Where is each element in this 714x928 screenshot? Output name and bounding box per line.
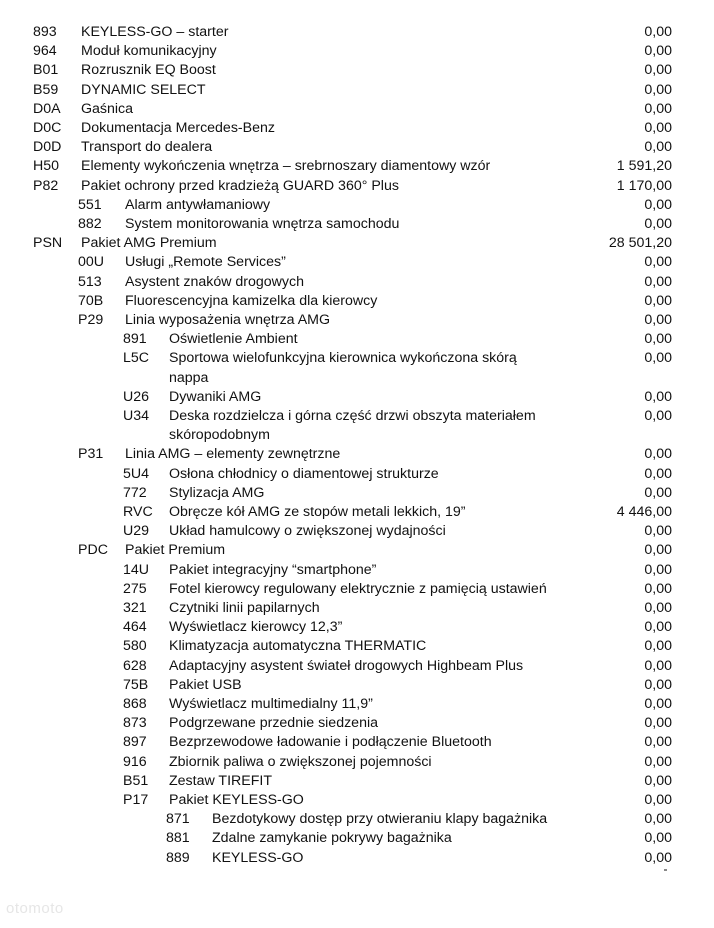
option-price: 28 501,20 [608, 235, 672, 252]
option-row [0, 81, 714, 100]
option-row [0, 388, 714, 407]
option-description: Dokumentacja Mercedes-Benz [81, 120, 275, 136]
option-price: 0,00 [644, 350, 672, 367]
option-code: 70B [78, 292, 104, 309]
option-row [0, 561, 714, 580]
option-code: 881 [166, 830, 190, 847]
option-row [0, 311, 714, 330]
option-row [0, 618, 714, 637]
option-row [0, 349, 714, 387]
option-price: 0,00 [644, 273, 672, 290]
option-price: 0,00 [644, 254, 672, 271]
option-row [0, 791, 714, 810]
option-code: 00U [78, 254, 105, 271]
option-row [0, 637, 714, 656]
option-price: 0,00 [644, 465, 672, 482]
option-code: 628 [123, 657, 147, 674]
option-code: 964 [33, 43, 57, 60]
option-price: 0,00 [644, 734, 672, 751]
option-description: Obręcze kół AMG ze stopów metali lekkich, 19” [169, 504, 466, 520]
option-row [0, 330, 714, 349]
option-price: 0,00 [644, 772, 672, 789]
option-price: 0,00 [644, 100, 672, 117]
option-row [0, 119, 714, 138]
option-price: 0,00 [644, 676, 672, 693]
option-code: RVC [123, 504, 153, 520]
option-code: D0C [33, 120, 62, 136]
option-code: 551 [78, 196, 102, 213]
option-description: Pakiet ochrony przed kradzieżą GUARD 360° Plus [81, 177, 399, 194]
option-price: 0,00 [644, 715, 672, 732]
option-row [0, 484, 714, 503]
option-price: 0,00 [644, 388, 672, 405]
option-description: Linia AMG – elementy zewnętrzne [125, 446, 341, 463]
option-description: Sportowa wielofunkcyjna kierownica wykończona skórą nappa [169, 350, 517, 386]
option-code: 580 [123, 638, 147, 655]
option-code: 464 [123, 619, 147, 636]
option-code: 897 [123, 734, 147, 751]
option-description: Czytniki linii papilarnych [169, 600, 320, 616]
option-row [0, 753, 714, 772]
option-row [0, 599, 714, 618]
option-description: KEYLESS-GO [212, 849, 304, 866]
option-row [0, 541, 714, 560]
option-row [0, 772, 714, 791]
option-description: Deska rozdzielcza i górna część drzwi obszyta materiałem skóropodobnym [169, 408, 536, 444]
option-row [0, 61, 714, 80]
option-description: Adaptacyjny asystent świateł drogowych Highbeam Plus [169, 657, 524, 674]
option-row [0, 407, 714, 445]
option-row [0, 42, 714, 61]
option-price: 0,00 [644, 408, 672, 424]
option-code: 889 [166, 849, 190, 866]
option-description: Usługi „Remote Services” [125, 254, 286, 271]
option-description: Transport do dealera [81, 139, 213, 156]
option-code: 75B [123, 676, 149, 693]
option-code: 893 [33, 24, 57, 40]
option-description: Asystent znaków drogowych [125, 273, 305, 290]
option-row [0, 580, 714, 599]
option-code: 916 [123, 753, 147, 770]
option-price: 0,00 [644, 331, 672, 348]
option-row [0, 810, 714, 829]
option-description: Zestaw TIREFIT [169, 772, 273, 789]
option-price: 0,00 [644, 561, 672, 578]
option-code: 275 [123, 580, 147, 597]
option-row [0, 177, 714, 196]
option-price: 0,00 [644, 753, 672, 770]
option-price: 0,00 [644, 24, 672, 40]
option-price: 0,00 [644, 542, 672, 559]
option-row [0, 503, 714, 522]
page-mark [664, 869, 667, 871]
option-price: 0,00 [644, 849, 672, 866]
option-row [0, 23, 714, 42]
option-code: P31 [78, 446, 104, 463]
option-price: 0,00 [644, 657, 672, 674]
option-code: H50 [33, 158, 60, 175]
option-description: Bezdotykowy dostęp przy otwieraniu klapy bagażnika [212, 811, 548, 828]
option-row [0, 445, 714, 464]
option-code: 5U4 [123, 465, 150, 482]
option-code: 868 [123, 696, 147, 712]
option-description: Pakiet AMG Premium [81, 235, 217, 252]
option-code: B59 [33, 81, 59, 98]
option-row [0, 215, 714, 234]
option-code: 871 [166, 811, 190, 828]
option-price: 0,00 [644, 580, 672, 597]
option-description: Wyświetlacz multimedialny 11,9” [169, 696, 373, 712]
option-price: 0,00 [644, 484, 672, 501]
option-price: 0,00 [644, 62, 672, 79]
option-code: U29 [123, 523, 150, 540]
option-description: Pakiet integracyjny “smartphone” [169, 561, 377, 578]
option-description: Pakiet Premium [125, 542, 226, 559]
option-description: Alarm antywłamaniowy [125, 196, 271, 213]
option-code: 891 [123, 331, 147, 348]
option-code: B51 [123, 772, 149, 789]
option-code: L5C [123, 350, 150, 367]
option-description: Klimatyzacja automatyczna THERMATIC [169, 638, 427, 655]
option-code: 873 [123, 715, 147, 732]
option-description: Podgrzewane przednie siedzenia [169, 715, 379, 732]
option-description: Pakiet USB [169, 676, 242, 693]
option-row [0, 657, 714, 676]
option-price: 0,00 [644, 196, 672, 213]
option-price: 0,00 [644, 446, 672, 463]
option-description: Linia wyposażenia wnętrza AMG [125, 312, 331, 328]
option-code: 513 [78, 273, 102, 290]
option-row [0, 234, 714, 253]
option-price: 1 591,20 [616, 158, 672, 175]
option-row [0, 157, 714, 176]
option-price: 0,00 [644, 696, 672, 712]
option-price: 0,00 [644, 216, 672, 232]
option-description: Układ hamulcowy o zwiększonej wydajności [169, 523, 446, 540]
option-price: 0,00 [644, 619, 672, 636]
option-code: U34 [123, 408, 150, 424]
option-row [0, 714, 714, 733]
option-description: Moduł komunikacyjny [81, 43, 217, 60]
option-description: Fluorescencyjna kamizelka dla kierowcy [125, 292, 378, 309]
option-price: 4 446,00 [616, 504, 672, 520]
option-description: Fotel kierowcy regulowany elektrycznie z pamięcią ustawień [169, 580, 547, 597]
option-code: U26 [123, 388, 150, 405]
option-code: B01 [33, 62, 59, 79]
option-price: 0,00 [644, 139, 672, 156]
option-row [0, 273, 714, 292]
option-description: Bezprzewodowe ładowanie i podłączenie Bluetooth [169, 734, 492, 751]
option-price: 1 170,00 [616, 177, 672, 194]
option-description: Gaśnica [81, 100, 134, 117]
option-row [0, 849, 714, 868]
option-row [0, 522, 714, 541]
option-code: 772 [123, 484, 147, 501]
option-price: 0,00 [644, 523, 672, 540]
option-code: P82 [33, 177, 59, 194]
option-description: Pakiet KEYLESS-GO [169, 792, 304, 808]
option-description: Elementy wykończenia wnętrza – srebrnoszary diamentowy wzór [81, 158, 491, 175]
option-code: PSN [33, 235, 63, 252]
option-price: 0,00 [644, 312, 672, 328]
option-row [0, 196, 714, 215]
option-row [0, 292, 714, 311]
option-price: 0,00 [644, 81, 672, 98]
option-description: Zdalne zamykanie pokrywy bagażnika [212, 830, 452, 847]
option-code: 321 [123, 600, 147, 616]
option-code: P29 [78, 312, 104, 328]
option-description: KEYLESS-GO – starter [81, 24, 229, 40]
option-description: System monitorowania wnętrza samochodu [125, 216, 400, 232]
option-code: 882 [78, 216, 102, 232]
option-row [0, 253, 714, 272]
option-description: Oświetlenie Ambient [169, 331, 298, 348]
option-price: 0,00 [644, 792, 672, 808]
option-row [0, 138, 714, 157]
option-description: Osłona chłodnicy o diamentowej strukturze [169, 465, 439, 482]
option-price: 0,00 [644, 830, 672, 847]
option-price: 0,00 [644, 43, 672, 60]
option-price: 0,00 [644, 292, 672, 309]
option-code: 14U [123, 561, 150, 578]
option-row [0, 100, 714, 119]
option-code: PDC [78, 542, 108, 559]
option-row [0, 829, 714, 848]
option-description: Wyświetlacz kierowcy 12,3” [169, 619, 343, 636]
option-price: 0,00 [644, 811, 672, 828]
option-description: Zbiornik paliwa o zwiększonej pojemności [169, 753, 432, 770]
option-code: P17 [123, 792, 149, 808]
option-description: Rozrusznik EQ Boost [81, 62, 216, 79]
option-row [0, 465, 714, 484]
option-row [0, 733, 714, 752]
watermark-logo: otomoto [6, 900, 64, 917]
option-code: D0A [33, 100, 61, 117]
option-description: DYNAMIC SELECT [81, 81, 206, 98]
option-description: Dywaniki AMG [169, 388, 262, 405]
option-row [0, 695, 714, 714]
option-description: Stylizacja AMG [169, 484, 265, 501]
option-price: 0,00 [644, 600, 672, 616]
option-row [0, 676, 714, 695]
option-price: 0,00 [644, 638, 672, 655]
option-code: D0D [33, 139, 62, 156]
option-price: 0,00 [644, 120, 672, 136]
